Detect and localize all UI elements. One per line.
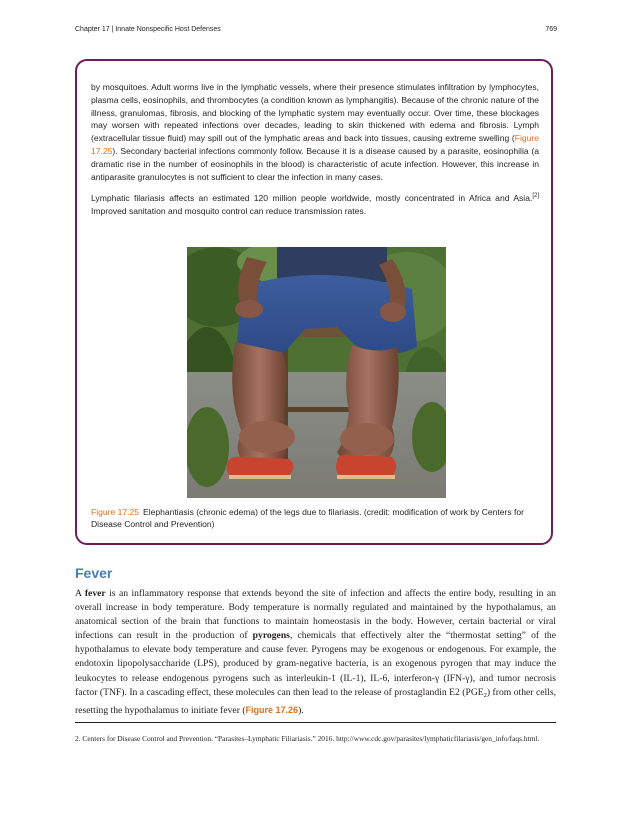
figure-caption bbox=[91, 506, 539, 530]
figure-label: Figure 17.25 bbox=[91, 507, 139, 517]
fever-p-t4: ) from other cells, resetting the hypothalamus to initiate fever ( bbox=[75, 686, 556, 716]
feature-box bbox=[75, 59, 553, 545]
elephantiasis-photo bbox=[187, 247, 446, 498]
running-header bbox=[75, 26, 557, 33]
term-fever: fever bbox=[84, 588, 106, 599]
page-number: 769 bbox=[545, 26, 557, 33]
box-p2-after: Improved sanitation and mosquito control can reduce transmission rates. bbox=[91, 206, 367, 217]
fever-p-t5: ). bbox=[298, 704, 304, 716]
figure-link-17-26[interactable]: Figure 17.26 bbox=[245, 704, 299, 715]
chapter-title: Chapter 17 | Innate Nonspecific Host Defenses bbox=[75, 26, 221, 33]
figure-link-17-25[interactable]: Figure 17.25 bbox=[91, 133, 539, 156]
caption-text: Elephantiasis (chronic edema) of the legs due to filariasis. (credit: modification of work by Centers for Disease Control and Prevention) bbox=[91, 507, 524, 529]
fever-p-t1: A bbox=[75, 588, 85, 599]
fever-paragraph bbox=[75, 587, 556, 718]
footnote-divider bbox=[75, 722, 556, 723]
box-p1-after: ). Secondary bacterial infections commonly follow. Because it is a disease caused by a parasite, eosinophilia (a dramatic rise in the number of eosinophils in the blood) is characteristic of acute infection. However, this increase in antiparasite granulocytes is not sufficient to clear the infection in many cases. bbox=[91, 145, 539, 182]
footnote: 2. Centers for Disease Control and Prevention. “Parasites–Lymphatic Filiariasis.” 2016. http://www.cdc.gov/parasites/lymphaticfilariasis/gen_info/faqs.html. bbox=[75, 734, 540, 743]
feature-box-text bbox=[91, 81, 539, 225]
footnote-ref-2[interactable]: [2] bbox=[532, 193, 539, 200]
term-pyrogens: pyrogens bbox=[252, 630, 290, 642]
fever-p-t2: is an inflammatory response that extends beyond the site of infection and affects the entire body, resulting in an overall increase in body temperature. Body temperature is normally regulated and maintained by the hypothalamus, an anatomical section of the brain that functions to maintain homeostasis in the body. However, certain bacterial or viral infections can result in the production of bbox=[75, 588, 556, 642]
section-heading: Fever bbox=[75, 565, 113, 581]
box-paragraph-1 bbox=[91, 81, 539, 183]
fever-p-t3: , chemicals that effectively alter the “thermostat setting” of the hypothalamus to elevate body temperature and cause fever. Pyrogens may be exogenous or endogenous. For example, the endotoxin lipopolysaccharide (LPS), produced by gram-negative bacteria, is an exogenous pyrogen that may induce the leukocytes to release endogenous pyrogens such as interleukin-1 (IL-1), IL-6, interferon-γ (IFN-γ), and tumor necrosis factor (TNF). In a cascading effect, these molecules can then lead to the release of prostaglandin E2 (PGE bbox=[75, 630, 556, 698]
box-p1-text: by mosquitoes. Adult worms live in the lymphatic vessels, where their presence stimulates infiltration by lymphocytes, plasma cells, eosinophils, and thrombocytes (a condition known as lymphangitis). Because of the chronic nature of the illness, granulomas, fibrosis, and blocking of the lymphatic system may eventually occur. Over time, these blockages may worsen with repeated infections over decades, leading to skin thickened with edema and fibrosis. Lymph (extracellular tissue fluid) may spill out of the lymphatic areas and back into tissues, causing extreme swelling ( bbox=[91, 82, 539, 144]
box-paragraph-2 bbox=[91, 190, 539, 218]
subscript-2: 2 bbox=[483, 691, 487, 699]
box-p2-text: Lymphatic filariasis affects an estimated 120 million people worldwide, mostly concentrated in Africa and Asia. bbox=[91, 193, 533, 204]
